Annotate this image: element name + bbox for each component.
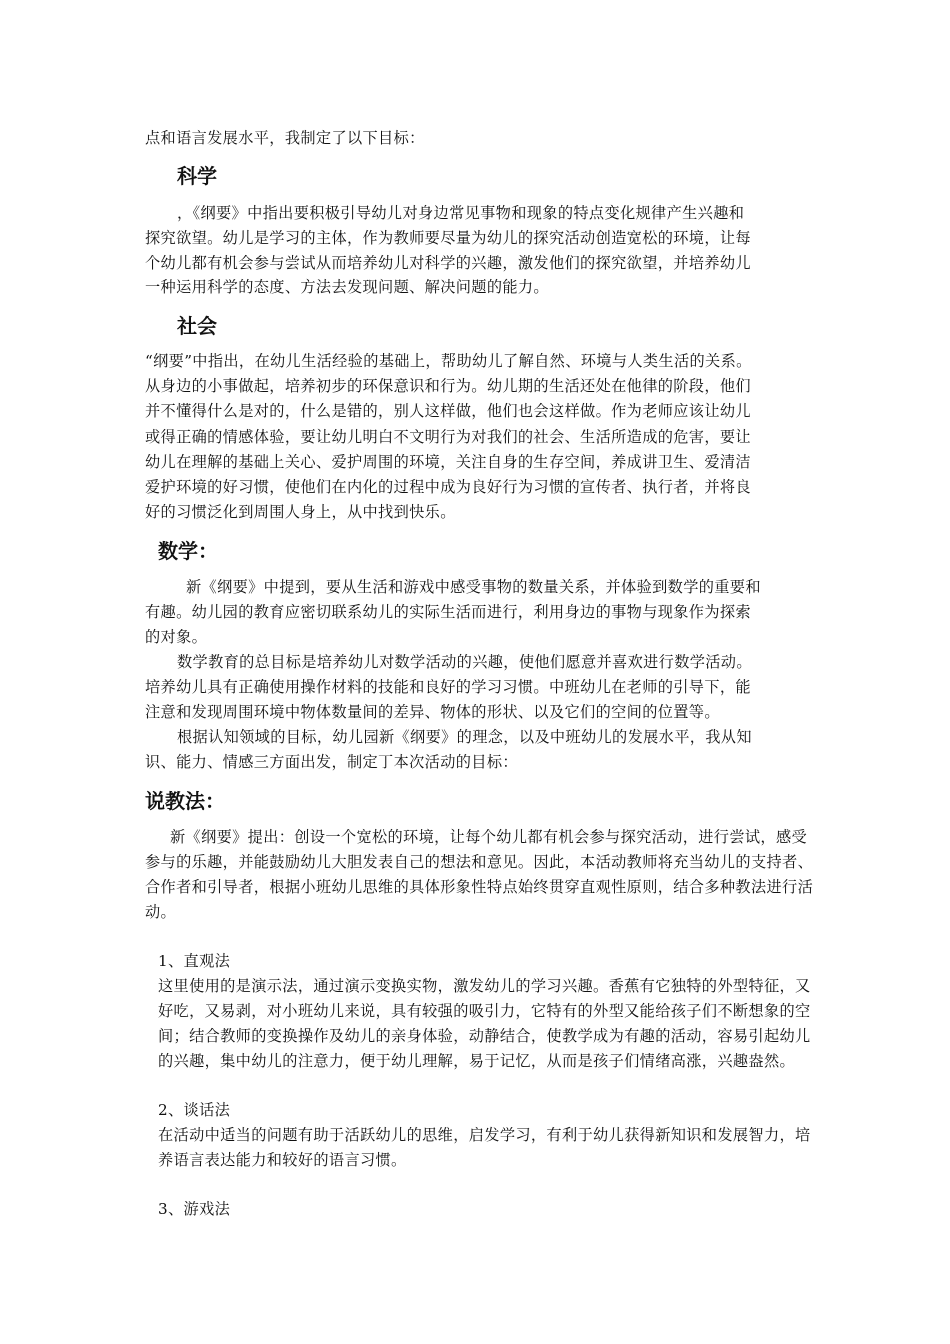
method-item-line: 好吃，又易剥，对小班幼儿来说，具有较强的吸引力，它特有的外型又能给孩子们不断想象的空 bbox=[158, 1002, 811, 1020]
method-line: 新《纲要》提出：创设一个宽松的环境，让每个幼儿都有机会参与探究活动，进行尝试，感受 bbox=[170, 828, 808, 846]
method-item-line: 的兴趣，集中幼儿的注意力，便于幼儿理解，易于记忆，从而是孩子们情绪高涨，兴趣盎然。 bbox=[158, 1052, 796, 1070]
math-line: 有趣。幼儿园的教育应密切联系幼儿的实际生活而进行，利用身边的事物与现象作为探索 bbox=[145, 603, 751, 621]
method-item-line: 间；结合教师的变换操作及幼儿的亲身体验，动静结合，使教学成为有趣的活动，容易引起幼儿 bbox=[158, 1027, 811, 1045]
math-line: 数学教育的总目标是培养幼儿对数学活动的兴趣，使他们愿意并喜欢进行数学活动。 bbox=[177, 653, 752, 671]
math-line: 的对象。 bbox=[145, 628, 208, 646]
society-line: 好的习惯泛化到周围人身上，从中找到快乐。 bbox=[145, 503, 456, 521]
science-line: 个幼儿都有机会参与尝试从而培养幼儿对科学的兴趣，激发他们的探究欲望，并培养幼儿 bbox=[145, 254, 751, 272]
math-line: 培养幼儿具有正确使用操作材料的技能和良好的学习习惯。中班幼儿在老师的引导下，能 bbox=[145, 678, 751, 696]
intro-line: 点和语言发展水平，我制定了以下目标： bbox=[145, 129, 425, 147]
society-line: 并不懂得什么是对的，什么是错的，别人这样做，他们也会这样做。作为老师应该让幼儿 bbox=[145, 402, 751, 420]
math-heading: 数学： bbox=[158, 539, 218, 563]
math-line: 识、能力、情感三方面出发，制定丁本次活动的目标： bbox=[145, 753, 518, 771]
method-item-line: 养语言表达能力和较好的语言习惯。 bbox=[158, 1151, 407, 1169]
math-line: 新《纲要》中提到，要从生活和游戏中感受事物的数量关系，并体验到数学的重要和 bbox=[186, 578, 761, 596]
method-item-title: 1、直观法 bbox=[158, 952, 231, 970]
society-line: 幼儿在理解的基础上关心、爱护周围的环境，关注自身的生存空间，养成讲卫生、爱清洁 bbox=[145, 453, 751, 471]
method-item-title: 3、游戏法 bbox=[158, 1200, 231, 1218]
society-line: “纲要”中指出，在幼儿生活经验的基础上，帮助幼儿了解自然、环境与人类生活的关系。 bbox=[145, 352, 752, 370]
method-item-title: 2、谈话法 bbox=[158, 1101, 231, 1119]
method-heading: 说教法： bbox=[145, 789, 225, 813]
science-line: 探究欲望。幼儿是学习的主体，作为教师要尽量为幼儿的探究活动创造宽松的环境，让每 bbox=[145, 229, 751, 247]
society-line: 从身边的小事做起，培养初步的环保意识和行为。幼儿期的生活还处在他律的阶段，他们 bbox=[145, 377, 751, 395]
science-heading: 科学 bbox=[177, 164, 217, 188]
method-line: 动。 bbox=[145, 903, 177, 921]
society-line: 爱护环境的好习惯，使他们在内化的过程中成为良好行为习惯的宣传者、执行者，并将良 bbox=[145, 478, 751, 496]
method-item-line: 在活动中适当的问题有助于活跃幼儿的思维，启发学习，有利于幼儿获得新知识和发展智力，培 bbox=[158, 1126, 811, 1144]
science-line: 一种运用科学的态度、方法去发现问题、解决问题的能力。 bbox=[145, 278, 549, 296]
math-line: 注意和发现周围环境中物体数量间的差异、物体的形状、以及它们的空间的位置等。 bbox=[145, 703, 720, 721]
society-line: 或得正确的情感体验，要让幼儿明白不文明行为对我们的社会、生活所造成的危害，要让 bbox=[145, 428, 751, 446]
method-line: 参与的乐趣，并能鼓励幼儿大胆发表自己的想法和意见。因此，本活动教师将充当幼儿的支持者、 bbox=[145, 853, 814, 871]
society-heading: 社会 bbox=[177, 314, 217, 338]
science-line: ，《纲要》中指出要积极引导幼儿对身边常见事物和现象的特点变化规律产生兴趣和 bbox=[177, 204, 745, 222]
method-line: 合作者和引导者，根据小班幼儿思维的具体形象性特点始终贯穿直观性原则，结合多种教法进行活 bbox=[145, 878, 814, 896]
method-item-line: 这里使用的是演示法，通过演示变换实物，激发幼儿的学习兴趣。香蕉有它独特的外型特征，又 bbox=[158, 977, 811, 995]
math-line: 根据认知领域的目标，幼儿园新《纲要》的理念，以及中班幼儿的发展水平，我从知 bbox=[177, 728, 752, 746]
